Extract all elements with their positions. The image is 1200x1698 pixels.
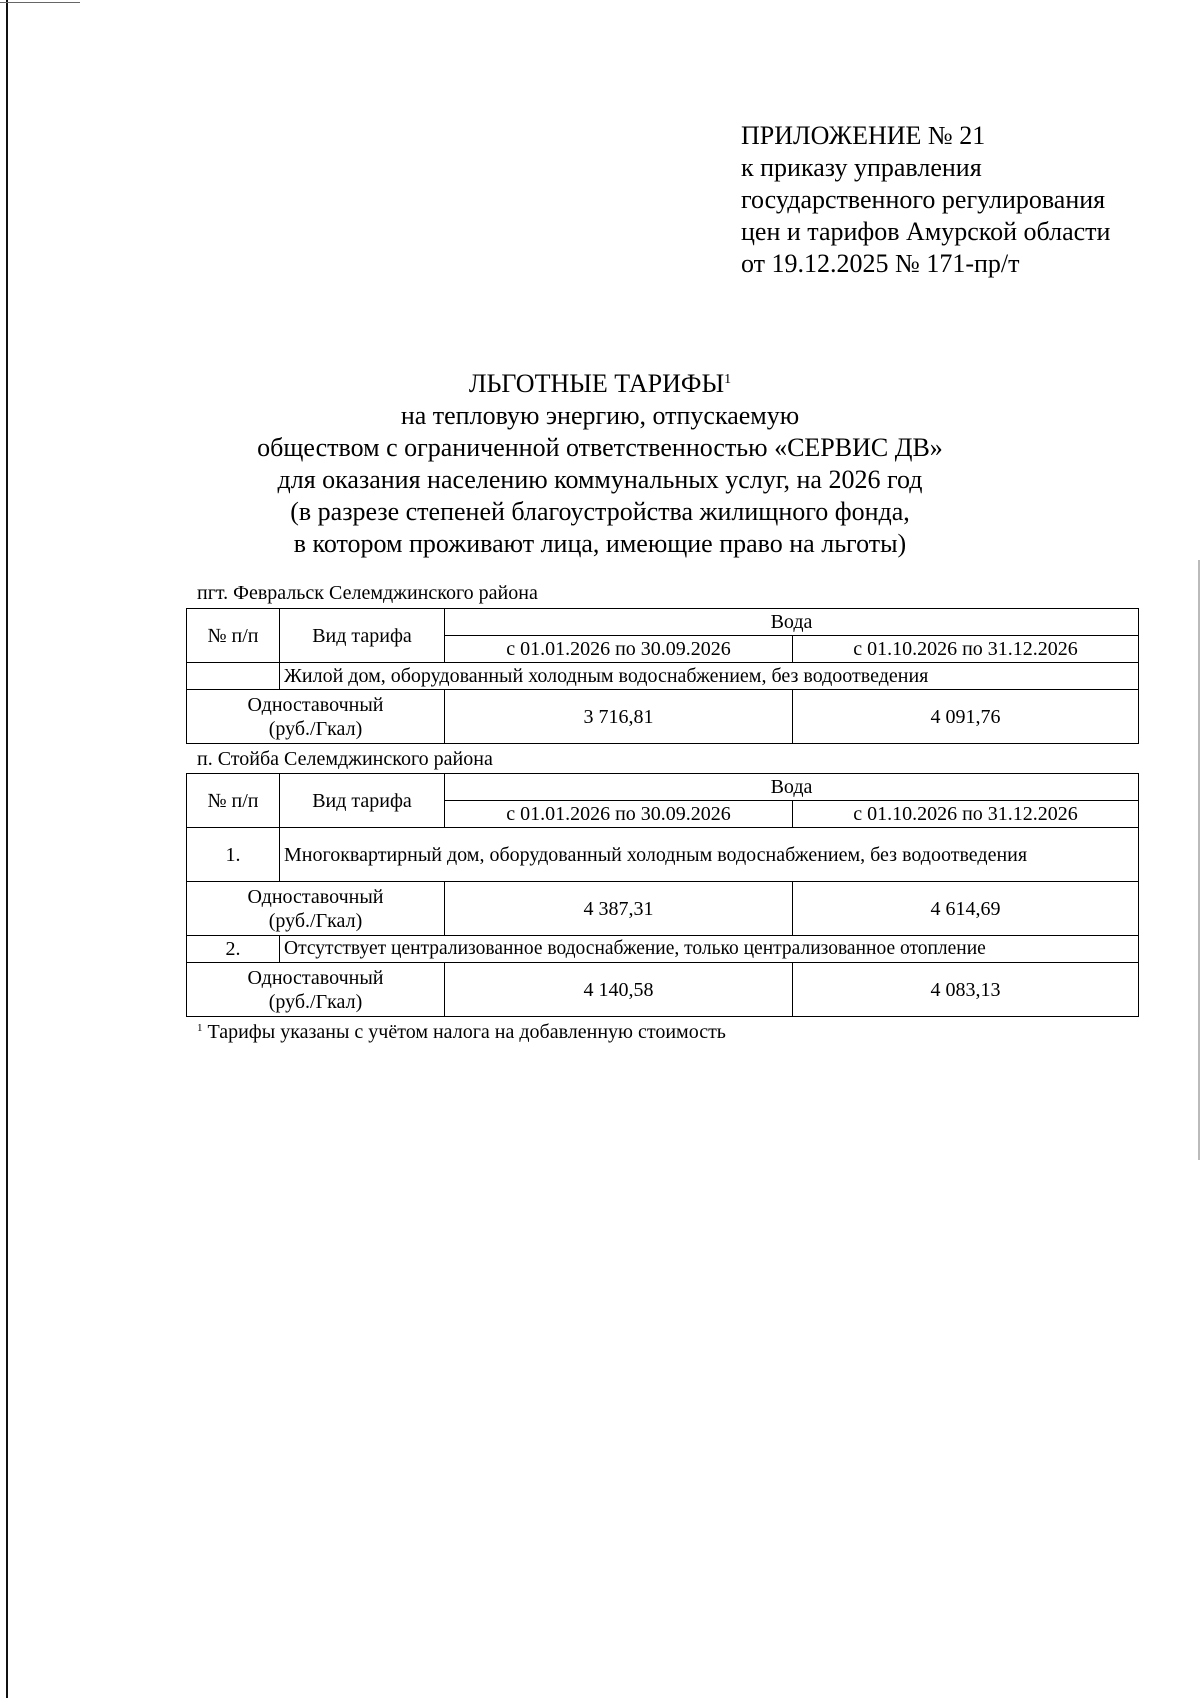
table-row [187, 828, 1139, 882]
row-description: Отсутствует централизованное водоснабжение, только централизованное отопление [280, 936, 1139, 963]
appendix-ref-line: государственного регулирования [741, 185, 1106, 214]
scan-artifact [0, 2, 80, 3]
appendix-order-date: от 19.12.2025 № 171-пр/т [741, 249, 1020, 278]
title-text: ЛЬГОТНЫЕ ТАРИФЫ [468, 369, 725, 398]
title-line: в котором проживают лица, имеющие право на льготы) [293, 529, 907, 558]
rate-unit: (руб./Гкал) [268, 909, 363, 932]
rate-value-period-2: 4 614,69 [793, 882, 1139, 936]
rate-value-period-1: 3 716,81 [445, 690, 793, 744]
table-row [187, 963, 1139, 1017]
rate-unit: (руб./Гкал) [268, 717, 363, 740]
title-line: обществом с ограниченной ответственностью «СЕРВИС ДВ» [257, 433, 943, 462]
table-row [187, 663, 1139, 690]
tariff-table [186, 608, 1139, 744]
rate-label [187, 882, 445, 936]
header-tariff-type: Вид тарифа [280, 774, 445, 828]
rate-unit: (руб./Гкал) [268, 990, 363, 1013]
appendix-ref-line: цен и тарифов Амурской области [741, 217, 1111, 246]
document-title [0, 368, 1200, 560]
table-row [187, 936, 1139, 963]
rate-value-period-2: 4 083,13 [793, 963, 1139, 1017]
title-main [0, 368, 1200, 400]
appendix-ref-line: к приказу управления [741, 153, 982, 182]
header-tariff-type: Вид тарифа [280, 609, 445, 663]
footnote-mark: 1 [197, 1022, 203, 1034]
rate-label-line: Одноставочный [247, 885, 384, 908]
row-description: Многоквартирный дом, оборудованный холодным водоснабжением, без водоотведения [280, 828, 1139, 882]
appendix-number: ПРИЛОЖЕНИЕ № 21 [741, 121, 986, 150]
tariff-table [186, 773, 1139, 1017]
row-num: 1. [187, 828, 280, 882]
title-line: для оказания населению коммунальных услуг, на 2026 год [277, 465, 923, 494]
header-water: Вода [445, 609, 1139, 636]
appendix-header [741, 120, 1110, 280]
rate-label [187, 690, 445, 744]
header-water: Вода [445, 774, 1139, 801]
title-line: на тепловую энергию, отпускаемую [400, 401, 800, 430]
rate-value-period-2: 4 091,76 [793, 690, 1139, 744]
header-period-1: с 01.01.2026 по 30.09.2026 [445, 801, 793, 828]
footnote-mark: 1 [724, 372, 732, 387]
locality-label: п. Стойба Селемджинского района [197, 748, 493, 770]
rate-value-period-1: 4 387,31 [445, 882, 793, 936]
header-num: № п/п [187, 609, 280, 663]
row-num [187, 663, 280, 690]
rate-label [187, 963, 445, 1017]
rate-label-line: Одноставочный [247, 693, 384, 716]
footnote-text: Тарифы указаны с учётом налога на добавленную стоимость [207, 1021, 726, 1043]
row-num: 2. [187, 936, 280, 963]
scan-border [6, 0, 8, 1698]
locality-label: пгт. Февральск Селемджинского района [197, 582, 538, 604]
table-row [187, 882, 1139, 936]
rate-value-period-1: 4 140,58 [445, 963, 793, 1017]
title-line: (в разрезе степеней благоустройства жилищного фонда, [290, 497, 910, 526]
rate-label-line: Одноставочный [247, 966, 384, 989]
header-period-2: с 01.10.2026 по 31.12.2026 [793, 636, 1139, 663]
row-description: Жилой дом, оборудованный холодным водоснабжением, без водоотведения [280, 663, 1139, 690]
footnote [197, 1020, 726, 1044]
header-period-2: с 01.10.2026 по 31.12.2026 [793, 801, 1139, 828]
table-row [187, 690, 1139, 744]
header-period-1: с 01.01.2026 по 30.09.2026 [445, 636, 793, 663]
header-num: № п/п [187, 774, 280, 828]
